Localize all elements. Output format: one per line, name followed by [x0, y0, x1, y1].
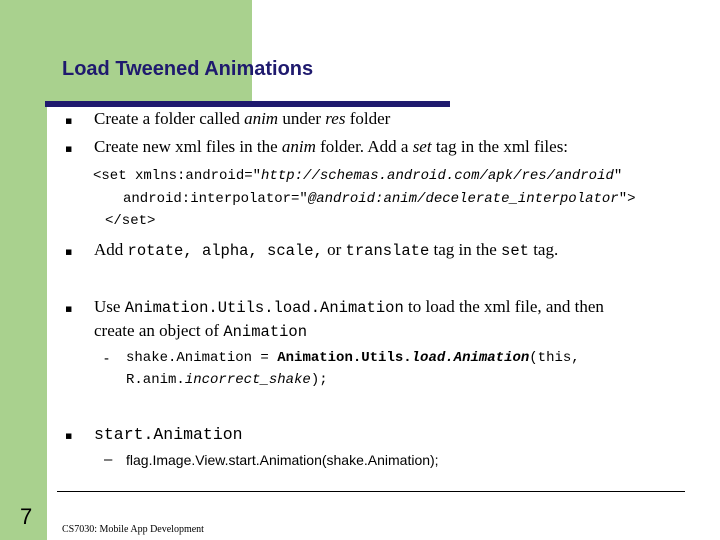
code: Animation: [223, 323, 308, 341]
bullet-marker: ▪: [65, 245, 73, 258]
text: folder. Add a: [315, 137, 413, 156]
text: under: [278, 109, 326, 128]
text-em: anim: [281, 137, 316, 156]
footer-divider: [57, 491, 685, 492]
code-line-set-open: [93, 168, 622, 184]
code-line-start: [126, 452, 439, 468]
text: tag in the xml files:: [431, 137, 569, 156]
text: Create new xml files in the: [94, 137, 282, 156]
text-em: set: [412, 137, 432, 156]
code: Animation.Utils.load.Animation: [124, 299, 404, 317]
text: create an object of: [94, 321, 224, 340]
code-bold-italic: load.Animation: [411, 350, 530, 366]
text-em: anim: [244, 109, 279, 128]
bullet-use-animationutils-line2: [94, 321, 307, 341]
code-line-set-close: </set>: [105, 213, 156, 229]
bullet-create-folder: [94, 109, 390, 129]
bullet-marker: ▪: [65, 114, 73, 127]
code: android:interpolator=": [123, 191, 308, 207]
title-underline-cap: [45, 101, 51, 107]
code: shake.Animation =: [126, 350, 278, 366]
page-number: 7: [20, 504, 33, 529]
bullet-marker: ▪: [65, 429, 73, 442]
code-line-interpolator: [123, 191, 636, 207]
code: translate: [345, 242, 430, 260]
text: tag in the: [429, 240, 502, 259]
footer-course: CS7030: Mobile App Development: [62, 524, 204, 535]
code: flag.Image.View.: [126, 452, 229, 468]
bullet-marker: ▪: [65, 302, 73, 315]
text: folder: [345, 109, 391, 128]
bullet-add-tags: [94, 240, 558, 260]
sub-bullet-dash: -: [104, 350, 109, 367]
code: (shake.Animation);: [321, 452, 439, 468]
title-underline: [47, 101, 450, 107]
text: tag.: [528, 240, 559, 259]
code: <set xmlns:android=": [93, 168, 262, 184]
text: or: [322, 240, 346, 259]
code: ": [613, 168, 623, 184]
bullet-marker: ▪: [65, 142, 73, 155]
code: R.anim.: [126, 372, 185, 388]
code-line-shake: [126, 350, 580, 366]
bullet-start-animation: start.Animation: [94, 425, 243, 444]
text: Add: [94, 240, 128, 259]
bullet-create-xml: [94, 137, 568, 157]
bullet-use-animationutils: [94, 297, 604, 317]
code: );: [310, 372, 328, 388]
text: Create a folder called: [94, 109, 245, 128]
code-em: @android:anim/decelerate_interpolator: [307, 191, 619, 207]
left-accent-bar: [0, 0, 47, 540]
code: ">: [618, 191, 636, 207]
code: (this,: [529, 350, 580, 366]
text: to load the xml file, and then: [403, 297, 604, 316]
code-em: http://schemas.android.com/apk/res/android: [261, 168, 614, 184]
code-em: incorrect_shake: [184, 372, 311, 388]
code-line-shake-2: [126, 372, 328, 388]
code: set: [501, 242, 529, 260]
top-accent-block: [47, 0, 252, 103]
code-bold: Animation.Utils.: [277, 350, 412, 366]
sub-bullet-dash: –: [104, 451, 113, 468]
code: rotate, alpha, scale,: [127, 242, 323, 260]
text-em: res: [325, 109, 346, 128]
text: Use: [94, 297, 125, 316]
code: start.Animation: [228, 452, 322, 468]
slide-title: Load Tweened Animations: [62, 58, 314, 80]
